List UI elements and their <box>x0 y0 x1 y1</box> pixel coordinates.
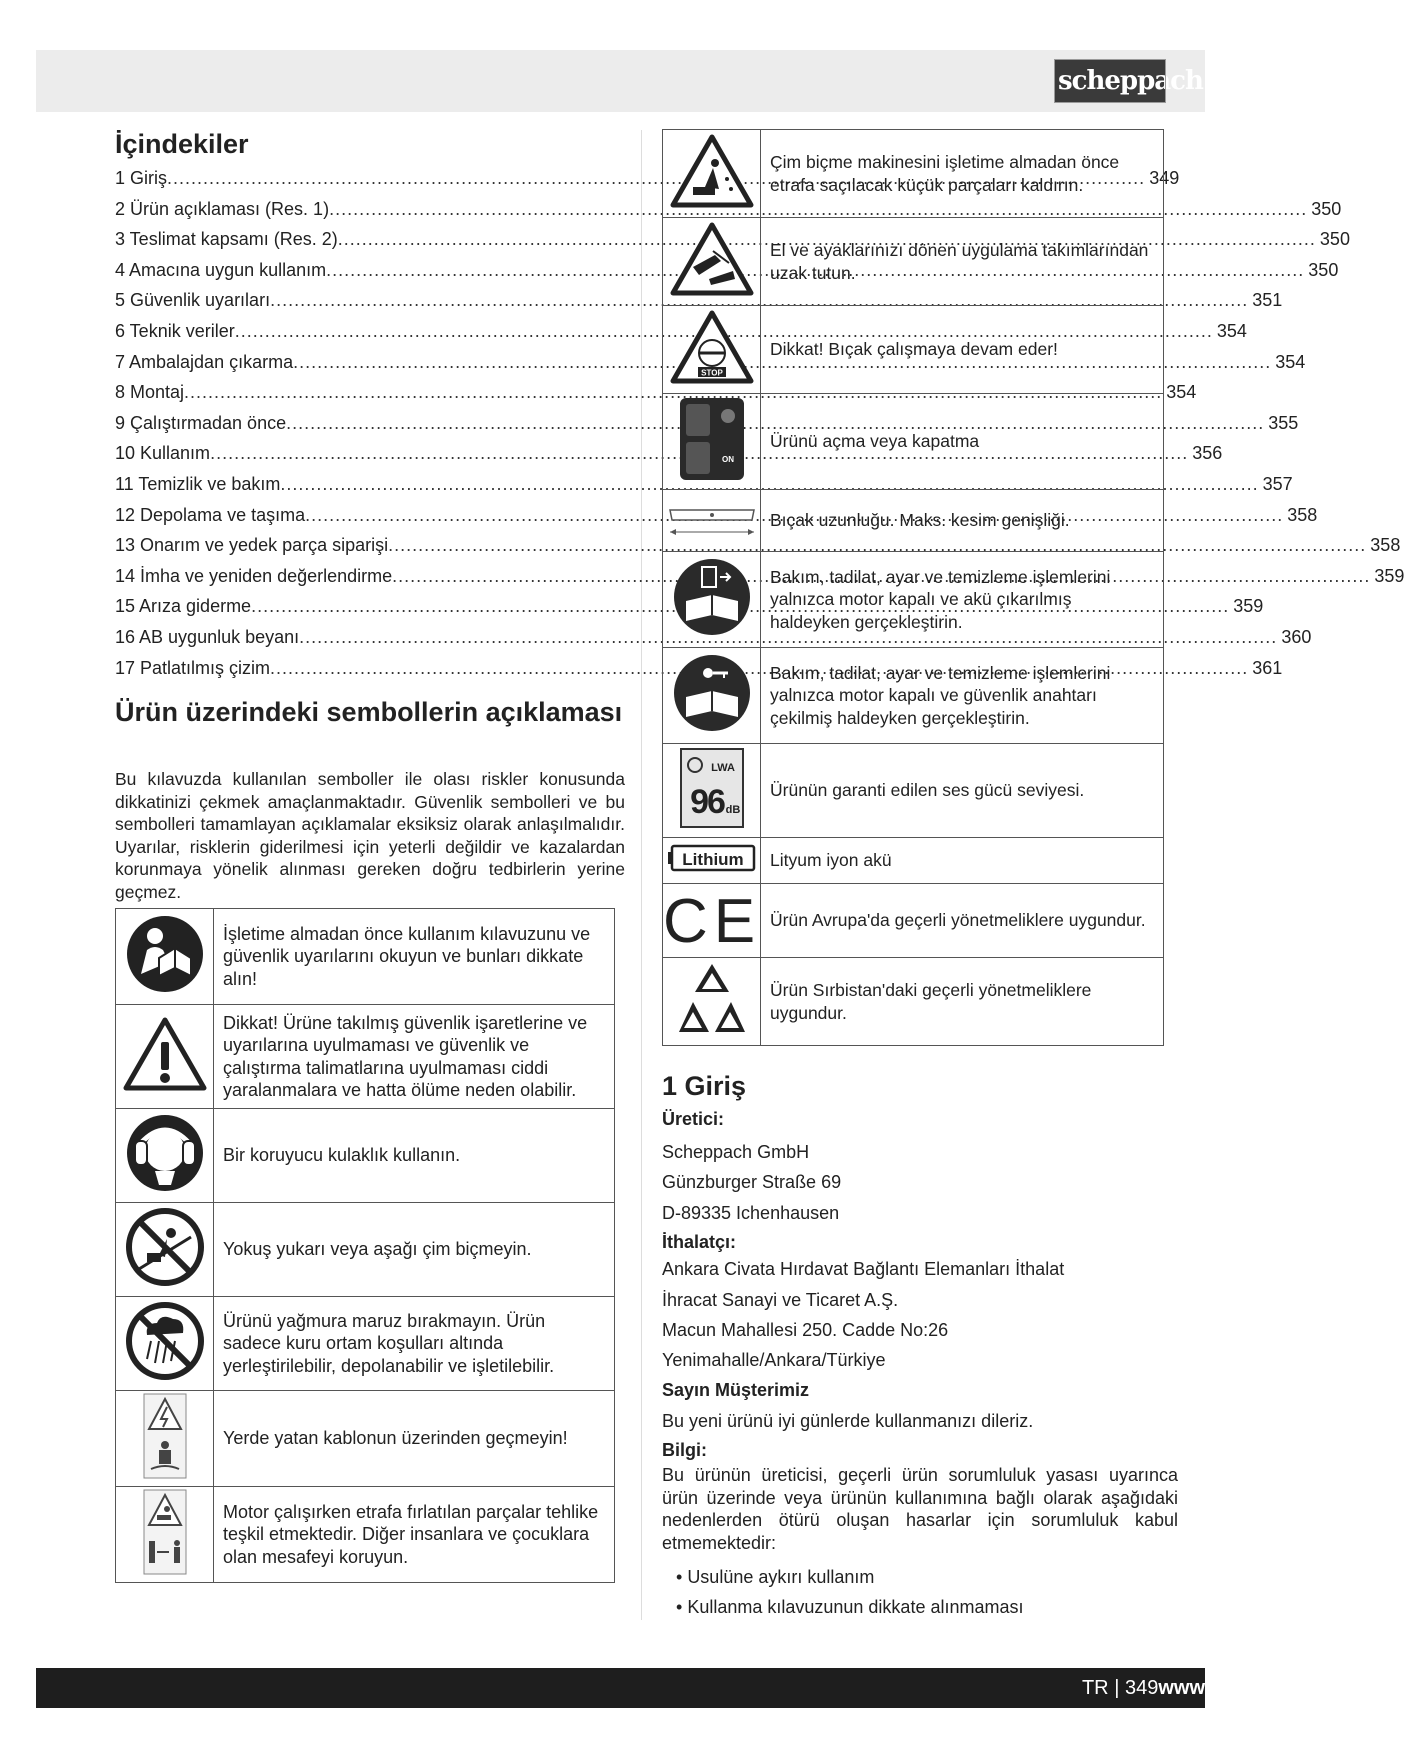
manufacturer-line: Scheppach GmbH <box>662 1142 810 1162</box>
info-label: Bilgi: <box>662 1440 707 1461</box>
toc-entry <box>115 473 1293 505</box>
page-num: 349 <box>1124 1677 1159 1699</box>
toc-title: İçindekiler <box>115 129 249 159</box>
intro-section <box>662 1105 1182 1622</box>
serbia-conformity-icon <box>663 958 761 1046</box>
importer-line: Yenimahalle/Ankara/Türkiye <box>662 1350 886 1371</box>
liability-list <box>676 1562 1182 1622</box>
page-footer <box>36 1668 1205 1708</box>
toc-entry-label: 3 Teslimat kapsamı (Res. 2) <box>115 229 338 250</box>
importer-line: Ankara Civata Hırdavat Bağlantı Elemanları İthalat <box>662 1259 1065 1280</box>
blade-length-icon <box>663 490 761 552</box>
symbols-table-left <box>115 908 615 1583</box>
toc-entry-page: 354 <box>1275 351 1306 372</box>
toc-entry-label: 9 Çalıştırmadan önce <box>115 412 287 433</box>
toc-entry <box>115 535 1401 566</box>
remove-key-manual-icon <box>663 648 761 744</box>
lwa-label: LWA <box>710 762 735 774</box>
sound-value: 96 <box>689 783 724 821</box>
toc-entry-page: 354 <box>1216 320 1247 341</box>
web-suffix: www <box>1158 1677 1205 1699</box>
page-number <box>1082 1677 1205 1700</box>
manufacturer-label: Üretici: <box>662 1109 725 1129</box>
symbol-text: Ürün Sırbistan'daki geçerli yönetmeliklere uygundur. <box>761 958 1164 1046</box>
separator: | <box>1114 1677 1120 1699</box>
toc-entry <box>115 382 1197 413</box>
electric-cable-warning-icon <box>116 1391 214 1487</box>
symbol-text: Dikkat! Bıçak çalışmaya devam eder! <box>761 306 1164 394</box>
symbol-text: Çim biçme makinesini işletime almadan önce etrafa saçılacak küçük parçaları kaldırın. <box>761 130 1164 218</box>
manufacturer-line: D-89335 Ichenhausen <box>662 1202 840 1223</box>
toc-entry-label: 8 Montaj <box>115 382 185 403</box>
toc-entry-page: 356 <box>1192 443 1223 464</box>
symbol-text: Lityum iyon akü <box>761 838 1164 884</box>
symbols-table-right <box>662 129 1164 1046</box>
symbol-text: Motor çalışırken etrafa fırlatılan parçalar tehlike teşkil etmektedir. Diğer insanlara ve çocuklara olan mesafeyi koruyun. <box>214 1487 615 1583</box>
toc-entry-label: 16 AB uygunluk beyanı <box>115 626 300 647</box>
read-manual-icon <box>116 909 214 1005</box>
symbol-text: Bıçak uzunluğu. Maks. kesim genişliği. <box>761 490 1164 552</box>
toc-entry-page: 359 <box>1233 596 1264 617</box>
list-item: • Usulüne aykırı kullanım <box>676 1562 1182 1592</box>
toc-entry <box>115 626 1312 658</box>
dear-customer-text: Bu yeni ürünü iyi günlerde kullanmanızı dileriz. <box>662 1410 1034 1431</box>
blade-stop-warning-icon <box>663 306 761 394</box>
toc-entry <box>115 290 1283 321</box>
toc-entry <box>115 657 1283 689</box>
symbol-text: Yerde yatan kablonun üzerinden geçmeyin! <box>214 1391 615 1487</box>
svg-text:ON: ON <box>721 455 734 464</box>
ear-protection-icon <box>116 1109 214 1203</box>
svg-text:STOP: STOP <box>700 368 723 378</box>
sound-power-icon <box>663 744 761 838</box>
toc-entry-label: 6 Teknik veriler <box>115 320 235 341</box>
intro-title: 1 Giriş <box>662 1071 747 1101</box>
symbol-text: Bir koruyucu kulaklık kullanın. <box>214 1109 615 1203</box>
remove-debris-warning-icon <box>663 130 761 218</box>
symbol-text: Ürünü açma veya kapatma <box>761 394 1164 490</box>
lithium-label: Lithium <box>681 850 744 869</box>
symbol-text: Ürünü yağmura maruz bırakmayın. Ürün sadece kuru ortam koşulları altında yerleştirilebilir, depolanabilir ve işletilebilir. <box>214 1297 615 1391</box>
toc-entry-page: 358 <box>1287 504 1318 525</box>
importer-line: İhracat Sanayi ve Ticaret A.Ş. <box>662 1289 899 1310</box>
toc-entry-label: 15 Arıza giderme <box>115 596 252 617</box>
dear-customer-label: Sayın Müşterimiz <box>662 1379 810 1400</box>
hands-feet-warning-icon <box>663 218 761 306</box>
toc-entry-label: 1 Giriş <box>115 168 168 188</box>
toc-entry-page: 357 <box>1262 473 1293 494</box>
lithium-icon <box>663 838 761 884</box>
on-off-icon <box>663 394 761 490</box>
toc-entry-page: 358 <box>1370 535 1401 556</box>
symbol-text: Ürünün garanti edilen ses gücü seviyesi. <box>761 744 1164 838</box>
toc-entry-page: 350 <box>1319 229 1350 250</box>
symbol-text: İşletime almadan önce kullanım kılavuzunu ve güvenlik uyarılarını okuyun ve bunları dikkate alın! <box>214 909 615 1005</box>
sound-unit: dB <box>725 804 740 816</box>
toc-entry-page: 355 <box>1268 412 1299 433</box>
toc-entry-page: 359 <box>1374 565 1404 586</box>
ce-mark-icon <box>663 884 761 958</box>
no-slope-mowing-icon <box>116 1203 214 1297</box>
toc-entry-label: 13 Onarım ve yedek parça siparişi <box>115 535 389 556</box>
importer-line: Macun Mahallesi 250. Cadde No:26 <box>662 1320 949 1341</box>
general-warning-icon <box>116 1005 214 1109</box>
toc-entry-page: 361 <box>1252 657 1283 678</box>
ce-label: CE <box>662 887 761 956</box>
symbol-text: Yokuş yukarı veya aşağı çim biçmeyin. <box>214 1203 615 1297</box>
symbol-text: El ve ayaklarınızı dönen uygulama takımlarından uzak tutun. <box>761 218 1164 306</box>
toc-entry <box>115 596 1264 627</box>
manufacturer-line: Günzburger Straße 69 <box>662 1172 842 1193</box>
toc-entry-label: 7 Ambalajdan çıkarma <box>115 351 294 372</box>
toc-entry-label: 5 Güvenlik uyarıları <box>115 290 271 311</box>
toc-entry-page: 349 <box>1149 168 1180 188</box>
language-code: TR <box>1081 1677 1109 1699</box>
symbol-text: Dikkat! Ürüne takılmış güvenlik işaretlerine ve uyarılarına uyulmaması ve güvenlik ve çalıştırma talimatlarına uyulmaması ciddi yaralanmalara ve hatta ölüme neden olabilir. <box>214 1005 615 1109</box>
toc-entry-label: 12 Depolama ve taşıma <box>115 504 306 525</box>
toc-entry-label: 11 Temizlik ve bakım <box>115 473 281 494</box>
page-header <box>36 50 1205 112</box>
toc-entry-page: 360 <box>1281 626 1312 647</box>
toc-entry-label: 2 Ürün açıklaması (Res. 1) <box>115 198 330 219</box>
thrown-objects-distance-icon <box>116 1487 214 1583</box>
remove-battery-manual-icon <box>663 552 761 648</box>
toc-entry-label: 17 Patlatılmış çizim <box>115 657 271 678</box>
importer-label: İthalatçı: <box>662 1232 737 1253</box>
list-item: • Kullanma kılavuzunun dikkate alınmaması <box>676 1592 1182 1622</box>
toc-entry <box>115 198 1342 230</box>
toc-entry-page: 350 <box>1308 259 1339 280</box>
toc-entry-label: 10 Kullanım <box>115 443 211 464</box>
toc-entry-page: 354 <box>1166 382 1197 403</box>
symbol-text: Bakım, tadilat, ayar ve temizleme işlemlerini yalnızca motor kapalı ve akü çıkarılmış haldeyken gerçekleştirin. <box>761 552 1164 648</box>
symbol-text: Ürün Avrupa'da geçerli yönetmeliklere uygundur. <box>761 884 1164 958</box>
symbol-text: Bakım, tadilat, ayar ve temizleme işlemlerini yalnızca motor kapalı ve güvenlik anahtarı çekilmiş haldeyken gerçekleştirin. <box>761 648 1164 744</box>
toc-entry <box>115 565 1404 597</box>
toc-entry <box>115 229 1350 260</box>
scheppach-logo: scheppach <box>1055 60 1165 102</box>
symbols-intro: Bu kılavuzda kullanılan semboller ile olası riskler konusunda dikkatinizi çekmek amaçlanmaktadır. Güvenlik sembolleri ve bu sembolleri tamamlayan açıklamalar eksiksiz olarak anlaşılmalıdır. Uyarılar, risklerin giderilmesi için yeterli değildir ve kazalardan korunmaya yönelik alınması gereken doğru tedbirlerin yerine geçmez. <box>115 769 625 902</box>
info-text: Bu ürünün üreticisi, geçerli ürün sorumluluk yasası uyarınca ürün üzerinde veya ürünün kullanımına bağlı olarak aşağıdaki nedenlerden ötürü oluşan hasarlar için sorumluluk kabul etmemektedir: <box>662 1465 1178 1553</box>
toc-entry-page: 351 <box>1252 290 1283 311</box>
toc-entry-page: 350 <box>1311 198 1342 219</box>
symbols-title: Ürün üzerindeki sembollerin açıklaması <box>115 697 623 727</box>
toc-entry-label: 14 İmha ve yeniden değerlendirme <box>115 565 393 586</box>
toc-entry-label: 4 Amacına uygun kullanım <box>115 259 327 280</box>
no-rain-icon <box>116 1297 214 1391</box>
